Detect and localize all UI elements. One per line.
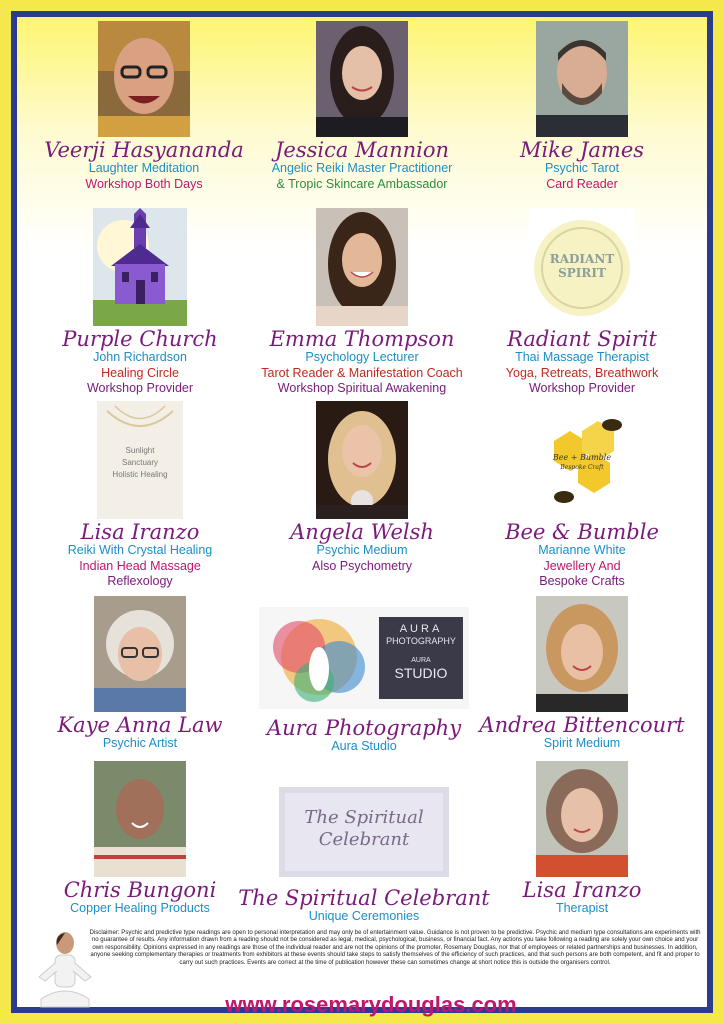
aura-photography-logo [259,607,469,709]
spiritual-celebrant-logo [279,787,449,877]
card-line: Reflexology [107,574,173,588]
card-name: The Spiritual Celebrant [238,886,490,910]
logo-line: Sunlight [125,446,155,455]
logo-line: Holistic Healing [112,470,168,479]
card-line: & Tropic Skincare Ambassador [276,176,448,191]
card-line: Spirit Medium [543,736,621,750]
radiant-spirit-logo [529,208,635,326]
chris-photo [94,761,186,877]
card-line: Workshop Both Days [85,176,203,191]
card-purple-church [25,208,255,397]
bee-bumble-logo [534,401,630,519]
card-name: Bee & Bumble [505,520,659,544]
card-line: Healing Circle [101,365,179,380]
card-line: Aura Studio [331,739,397,753]
card-line: Card Reader [546,176,618,191]
card-bee-bumble [467,401,697,590]
card-lisa-iranzo-1 [25,401,255,590]
card-name: Lisa Iranzo [80,520,200,544]
card-andrea [467,596,697,752]
card-line: Tarot Reader & Manifestation Coach [261,365,463,380]
card-name: Veerji Hasyananda [44,138,244,162]
card-line: Copper Healing Products [70,901,210,915]
card-line: Psychology Lecturer [305,350,419,364]
card-line: Angelic Reiki Master Practitioner [271,161,453,175]
andrea-photo [536,596,628,712]
card-line: Reiki With Crystal Healing [67,543,213,557]
card-name: Kaye Anna Law [57,713,223,737]
logo-line: Sanctuary [121,458,159,467]
card-name: Mike James [519,138,645,162]
logo-line: STUDIO [394,665,448,681]
card-line: Indian Head Massage [79,558,201,573]
card-line: John Richardson [93,350,187,364]
card-line: Marianne White [538,543,626,557]
purple-church-image [93,208,187,326]
card-line: Psychic Artist [102,736,178,750]
card-name: Lisa Iranzo [522,878,642,902]
meditation-figure-image [33,929,97,1013]
card-name: Purple Church [62,327,218,351]
logo-line: AURA [399,623,443,635]
card-line: Thai Massage Therapist [515,350,649,364]
card-name: Chris Bungoni [63,878,217,902]
logo-line: The Spiritual [304,807,424,828]
lisa-iranzo-photo [536,761,628,877]
logo-line: Bespoke Craft [560,464,604,471]
card-line: Workshop Provider [528,381,636,395]
card-spiritual-celebrant [238,787,490,925]
card-name: Emma Thompson [269,327,455,351]
card-line: Workshop Provider [86,381,194,395]
angela-photo [316,401,408,519]
disclaimer-text: Disclaimer: Psychic and predictive type readings are open to personal interpretation and may only be of entertainment value. Guidance is not proven to be predictive. Psychic and medium type consultations are experiments with no guarantee of results. Any information drawn from a reading should not be considered as legal, medical, psychological, business, or financial fact. Any actions you take following a reading are solely your own choice and your own responsibility. Opinions expressed in any readings are those of the individual reader and are not the opinions of the promoter, Rosemary Douglas, nor that of employees or related partnerships and businesses. In addition, anyone seeking complementary therapies or treatments from exhibitors at these events should take steps to satisfy themselves of the efficiency of such practices, and that such persons are both competent, and fit and proper to carry out such practices. Events are correct at the time of publication however these can sometimes change at short notice this is outside the organisers control. [89,929,701,966]
logo-line: PHOTOGRAPHY [386,636,456,646]
card-radiant-spirit [467,208,697,397]
card-line: Also Psychometry [311,558,413,573]
veerji-photo [98,21,190,137]
card-angela [247,401,477,574]
emma-photo [316,208,408,326]
card-line: Psychic Medium [316,543,408,557]
card-line: Bespoke Crafts [539,574,625,588]
card-name: Jessica Mannion [274,138,450,162]
card-line: Unique Ceremonies [308,909,420,923]
card-name: Angela Welsh [290,520,434,544]
card-aura-photography [249,607,479,755]
card-line: Jewellery And [543,558,621,573]
website-link[interactable]: www.rosemarydouglas.com [225,992,517,1017]
card-name: Aura Photography [266,716,462,740]
card-line: Yoga, Retreats, Breathwork [505,365,659,380]
card-name: Andrea Bittencourt [479,713,685,737]
card-name: Radiant Spirit [507,327,657,351]
card-kaye [25,596,255,752]
card-line: Workshop Spiritual Awakening [277,381,447,395]
logo-line: Bee + Bumble [552,453,612,462]
card-line: Psychic Tarot [544,161,620,175]
card-line: Laughter Meditation [88,161,200,175]
card-jessica [247,21,477,192]
card-mike [467,21,697,192]
card-lisa-iranzo-2 [467,761,697,917]
logo-line: Celebrant [318,829,410,850]
mike-photo [536,21,628,137]
jessica-photo [316,21,408,137]
card-emma [247,208,477,397]
logo-line: AURA [411,657,431,664]
card-line: Therapist [555,901,609,915]
kaye-photo [94,596,186,712]
radiant-spirit-logo-text: RADIANT SPIRIT [549,252,615,280]
card-veerji [29,21,259,192]
sunlight-sanctuary-logo [97,401,183,519]
